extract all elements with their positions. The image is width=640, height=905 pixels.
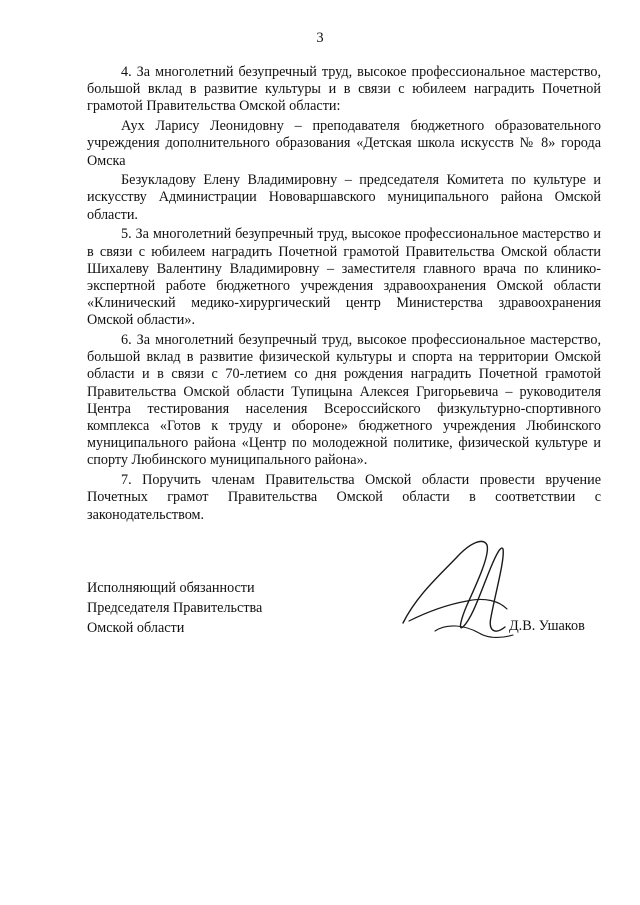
signatory-title-line-3: Омской области	[87, 620, 185, 636]
paragraph-awardee-aukh: Аух Ларису Леонидовну – преподавателя бюджетного образовательного учреждения дополнительного образования «Детская школа искусств № 8» города Омска	[87, 118, 601, 169]
paragraph-item-6: 6. За многолетний безупречный труд, высокое профессиональное мастерство, большой вклад в развитие физической культуры и спорта на территории Омской области и в связи с 70-летием со дня рождения наградить Почетной грамотой Правительства Омской области Тупицына Алексея Григорьевича – руководителя Центра тестирования населения Всероссийского физкультурно-спортивного комплекса «Готов к труду и обороне» бюджетного учреждения Любинского муниципального района «Центр по молодежной политике, физической культуре и спорту Любинского муниципального района».	[87, 332, 601, 469]
signatory-title	[87, 578, 262, 638]
page-number: 3	[316, 30, 324, 46]
paragraph-item-7: 7. Поручить членам Правительства Омской области провести вручение Почетных грамот Правительства Омской области в соответствии с законодательством.	[87, 472, 601, 523]
signatory-title-line-2: Председателя Правительства	[87, 600, 263, 616]
signer-name: Д.В. Ушаков	[509, 618, 585, 634]
document-body	[87, 64, 601, 526]
signatory-title-line-1: Исполняющий обязанности	[87, 580, 255, 596]
paragraph-item-5: 5. За многолетний безупречный труд, высокое профессиональное мастерство и в связи с юбилеем наградить Почетной грамотой Правительства Омской области Шихалеву Валентину Владимировну – заместителя главного врача по клинико-экспертной работе бюджетного учреждения здравоохранения Омской области «Клинический медико-хирургический центр Министерства здравоохранения Омской области».	[87, 226, 601, 329]
paragraph-awardee-bezukladova: Безукладову Елену Владимировну – председателя Комитета по культуре и искусству Администрации Нововаршавского муниципального района Омской области.	[87, 172, 601, 223]
handwritten-signature-icon	[395, 535, 525, 645]
paragraph-item-4: 4. За многолетний безупречный труд, высокое профессиональное мастерство, большой вклад в развитие культуры и в связи с юбилеем наградить Почетной грамотой Правительства Омской области:	[87, 64, 601, 115]
